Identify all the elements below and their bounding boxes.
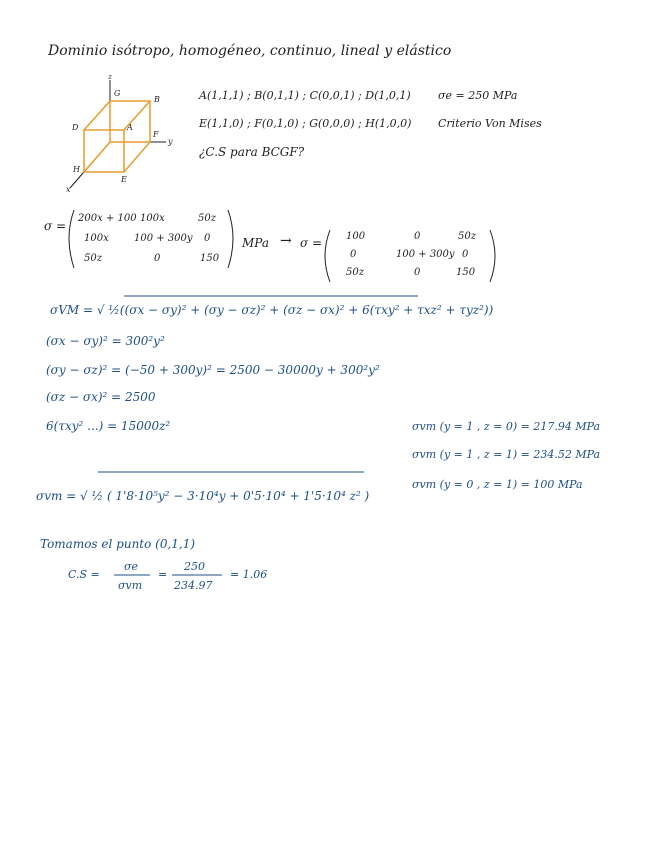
cs-label: C.S = (68, 568, 100, 581)
tensor-cell: 50z (198, 213, 216, 224)
tensor-cell: 100x (84, 233, 109, 244)
axis-y-label: y (168, 137, 173, 146)
chosen-point: Tomamos el punto (0,1,1) (40, 537, 196, 551)
vm-eq-1: (σx − σy)² = 300²y² (46, 334, 165, 348)
points-line-2: E(1,1,0) ; F(0,1,0) ; G(0,0,0) ; H(1,0,0) (199, 117, 412, 130)
tensor2-cell: 150 (456, 267, 476, 278)
cs-den-1: σvm (118, 579, 143, 592)
vertex-f-label: F (153, 130, 159, 139)
vertex-d-label: D (72, 123, 79, 132)
vertex-e-label: E (121, 175, 127, 184)
tensor2-cell: 100 + 300y (396, 249, 455, 260)
points-line-1: A(1,1,1) ; B(0,1,1) ; C(0,0,1) ; D(1,0,1) (199, 89, 411, 102)
tensor2-cell: 50z (458, 231, 476, 242)
criterion-text: Criterio Von Mises (438, 117, 542, 130)
tensor2-cell: 0 (414, 267, 421, 278)
vertex-g-label: G (114, 89, 121, 98)
vm-eq-4: 6(τxy² ...) = 15000z² (46, 419, 171, 433)
result-3: σvm (y = 0 , z = 1) = 100 MPa (412, 478, 583, 491)
tensor-cell: 200x + 100 (78, 213, 137, 224)
tensor2-lhs: σ = (300, 236, 323, 250)
tensor2-cell: 0 (462, 249, 469, 260)
cs-num-2: 250 (184, 560, 205, 573)
result-1: σvm (y = 1 , z = 0) = 217.94 MPa (412, 420, 601, 433)
arrow-icon: → (280, 233, 292, 249)
tensor2-cell: 0 (350, 249, 357, 260)
axis-x-label: x (66, 185, 71, 194)
question-text: ¿C.S para BCGF? (199, 145, 305, 159)
vertex-a-label: A (127, 123, 133, 132)
tensor-cell: 100x (140, 213, 165, 224)
result-2: σvm (y = 1 , z = 1) = 234.52 MPa (412, 448, 601, 461)
vm-eq-3: (σz − σx)² = 2500 (46, 390, 156, 404)
yield-stress: σe = 250 MPa (438, 89, 518, 102)
vm-final: σvm = √ ½ ( 1'8·10⁵y² − 3·10⁴y + 0'5·10⁴ + 1'5·10⁴ z² ) (36, 489, 370, 503)
vm-formula: σVM = √ ½((σx − σy)² + (σy − σz)² + (σz − σx)² + 6(τxy² + τxz² + τyz²)) (50, 303, 494, 317)
tensor2-cell: 100 (346, 231, 366, 242)
tensor-unit: MPa (242, 236, 269, 250)
vertex-h-label: H (73, 165, 80, 174)
vm-eq-2: (σy − σz)² = (−50 + 300y)² = 2500 − 30000y + 300²y² (46, 363, 380, 377)
tensor-cell: 150 (200, 253, 220, 264)
tensor2-cell: 50z (346, 267, 364, 278)
cs-den-2: 234.97 (174, 579, 213, 592)
tensor-cell: 100 + 300y (134, 233, 193, 244)
tensor-cell: 0 (154, 253, 161, 264)
tensor2-cell: 0 (414, 231, 421, 242)
page-title: Dominio isótropo, homogéneo, continuo, lineal y elástico (48, 43, 452, 59)
tensor-cell: 0 (204, 233, 211, 244)
cs-result: = 1.06 (230, 568, 268, 581)
cs-equals: = (158, 568, 168, 581)
vertex-b-label: B (154, 95, 160, 104)
axis-z-label: z (108, 73, 112, 81)
cs-num-1: σe (124, 560, 139, 573)
tensor-cell: 50z (84, 253, 102, 264)
tensor-lhs: σ = (44, 219, 67, 233)
